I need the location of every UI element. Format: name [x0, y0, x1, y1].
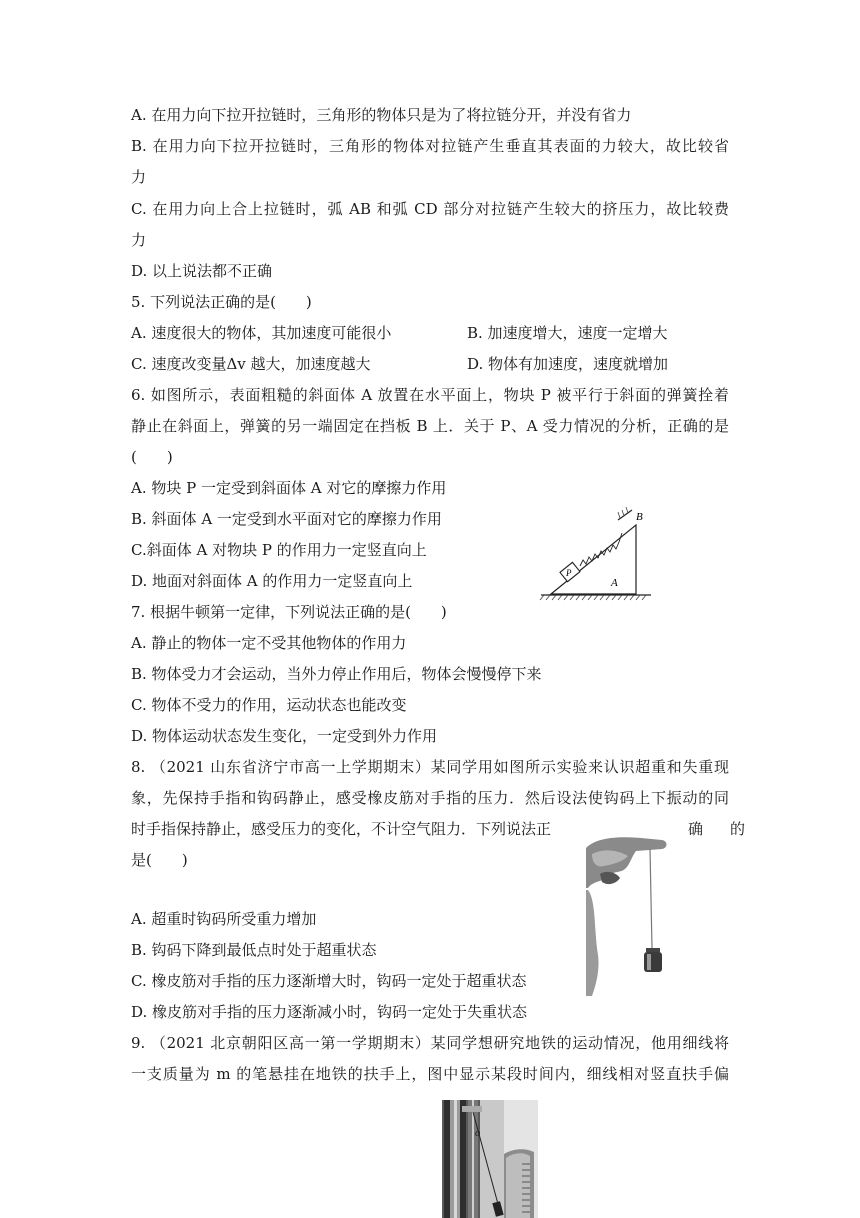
q5-option-a: A. 速度很大的物体，其加速度可能很小: [131, 324, 392, 342]
q8-stem-line4: 是( ): [131, 851, 188, 869]
q6-stem-line3: ( ): [131, 448, 173, 466]
q4-option-a: A. 在用力向下拉开拉链时，三角形的物体只是为了将拉链分开，并没有省力: [131, 106, 632, 124]
label-a: A: [611, 577, 618, 589]
q4-option-b-cont: 力: [131, 168, 147, 186]
subway-handrail-photo: [442, 1100, 538, 1218]
q6-option-c: C.斜面体 A 对物块 P 的作用力一定竖直向上: [131, 541, 427, 559]
q8-option-a: A. 超重时钩码所受重力增加: [131, 910, 317, 928]
q7-option-c: C. 物体不受力的作用，运动状态也能改变: [131, 696, 407, 714]
q8-stem-line3-end: 确 的: [688, 820, 752, 838]
incline-figure: [536, 500, 656, 606]
q7-option-d: D. 物体运动状态发生变化，一定受到外力作用: [131, 727, 438, 745]
q6-stem-line2: 静止在斜面上，弹簧的另一端固定在挡板 B 上．关于 P、A 受力情况的分析，正确的是: [131, 417, 729, 435]
q5-option-c: C. 速度改变量Δv 越大，加速度越大: [131, 355, 371, 373]
q7-stem: 7. 根据牛顿第一定律，下列说法正确的是( ): [131, 603, 447, 621]
q4-option-d: D. 以上说法都不正确: [131, 262, 273, 280]
q8-option-d: D. 橡皮筋对手指的压力逐渐减小时，钩码一定处于失重状态: [131, 1003, 528, 1021]
label-o: o: [475, 1128, 480, 1139]
q7-option-b: B. 物体受力才会运动，当外力停止作用后，物体会慢慢停下来: [131, 665, 542, 683]
q5-option-d: D. 物体有加速度，速度就增加: [467, 355, 669, 373]
q6-option-d: D. 地面对斜面体 A 的作用力一定竖直向上: [131, 572, 413, 590]
q9-stem: 9. （2021 北京朝阳区高一第一学期期末）某同学想研究地铁的运动情况，他用细线将: [131, 1034, 729, 1052]
q8-stem: 8. （2021 山东省济宁市高一上学期期末）某同学用如图所示实验来认识超重和失重现: [131, 758, 729, 776]
incline-body: [551, 525, 636, 594]
q7-option-a: A. 静止的物体一定不受其他物体的作用力: [131, 634, 407, 652]
q8-option-c: C. 橡皮筋对手指的压力逐渐增大时，钩码一定处于超重状态: [131, 972, 527, 990]
q4-option-b: B. 在用力向下拉开拉链时，三角形的物体对拉链产生垂直其表面的力较大，故比较省: [131, 137, 729, 155]
q6-option-a: A. 物块 P 一定受到斜面体 A 对它的摩擦力作用: [131, 479, 447, 497]
q5-option-b: B. 加速度增大，速度一定增大: [467, 324, 668, 342]
q6-stem: 6. 如图所示，表面粗糙的斜面体 A 放置在水平面上，物块 P 被平行于斜面的弹簧拴着: [131, 386, 729, 404]
q4-option-c: C. 在用力向上合上拉链时，弧 AB 和弧 CD 部分对拉链产生较大的挤压力，故比较费: [131, 200, 729, 218]
finger-hook-photo: [586, 830, 670, 996]
q4-option-c-cont: 力: [131, 231, 147, 249]
q6-option-b: B. 斜面体 A 一定受到水平面对它的摩擦力作用: [131, 510, 442, 528]
q8-stem-line3: 时手指保持静止，感受压力的变化，不计空气阻力．下列说法正: [131, 820, 552, 838]
stopper-b: [618, 510, 632, 520]
q5-stem: 5. 下列说法正确的是( ): [131, 293, 312, 311]
label-p: P: [566, 568, 572, 578]
hook-weight: [644, 952, 662, 972]
spring: [580, 533, 622, 566]
rubber-band: [650, 849, 652, 948]
q8-stem-line2: 象，先保持手指和钩码静止，感受橡皮筋对手指的压力．然后设法使钩码上下振动的同: [131, 789, 729, 807]
q8-option-b: B. 钩码下降到最低点时处于超重状态: [131, 941, 377, 959]
label-b: B: [636, 511, 643, 523]
q9-stem-line2: 一支质量为 m 的笔悬挂在地铁的扶手上，图中显示某段时间内，细线相对竖直扶手偏: [131, 1065, 729, 1083]
